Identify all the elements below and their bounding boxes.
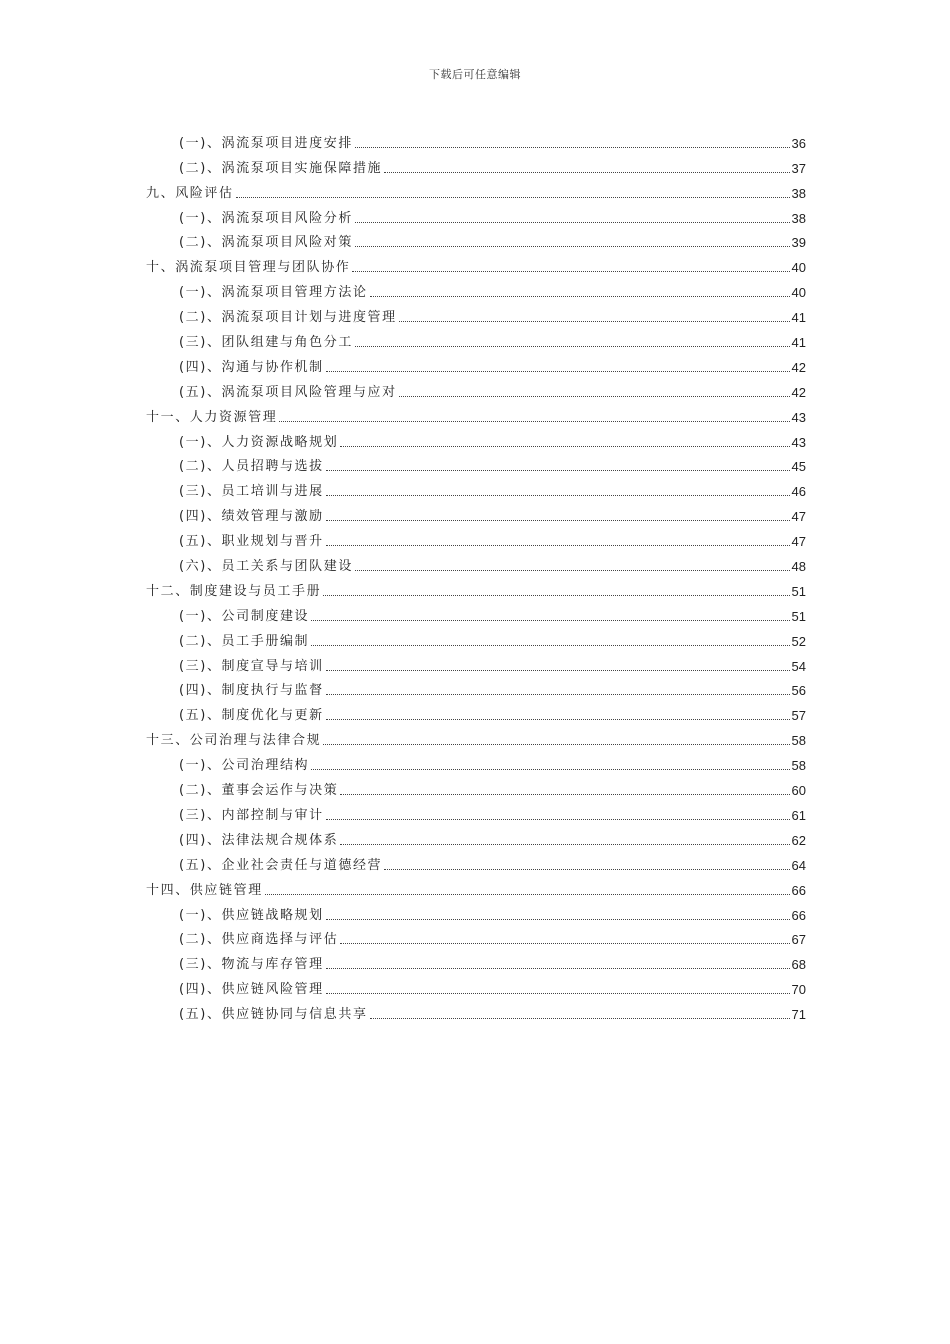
toc-entry[interactable] <box>146 300 806 325</box>
toc-entry-page-number: 67 <box>791 932 806 948</box>
toc-entry-title: (一)、涡流泵项目进度安排 <box>179 135 353 151</box>
toc-entry[interactable] <box>146 499 806 524</box>
toc-entry-title: (三)、团队组建与角色分工 <box>179 335 353 351</box>
toc-entry-title: 十一、人力资源管理 <box>146 409 278 425</box>
toc-dot-leader <box>399 321 790 322</box>
toc-dot-leader <box>355 147 790 148</box>
toc-entry[interactable] <box>146 201 806 226</box>
toc-entry-page-number: 51 <box>791 583 806 599</box>
toc-entry-page-number: 41 <box>791 310 806 326</box>
toc-entry[interactable] <box>146 823 806 848</box>
toc-entry-page-number: 68 <box>791 957 806 973</box>
toc-entry-page-number: 48 <box>791 559 806 575</box>
toc-entry-title: (六)、员工关系与团队建设 <box>179 559 353 575</box>
header-note: 下载后可任意编辑 <box>429 68 521 81</box>
toc-entry-page-number: 66 <box>791 907 806 923</box>
toc-dot-leader <box>340 794 789 795</box>
toc-entry[interactable] <box>146 275 806 300</box>
toc-entry-title: (二)、供应商选择与评估 <box>179 932 339 948</box>
toc-dot-leader <box>326 694 790 695</box>
toc-entry[interactable] <box>146 574 806 599</box>
toc-entry[interactable] <box>146 126 806 151</box>
toc-dot-leader <box>326 371 790 372</box>
toc-entry-title: (三)、制度宣导与培训 <box>179 658 324 674</box>
toc-entry-page-number: 52 <box>791 633 806 649</box>
toc-dot-leader <box>326 670 790 671</box>
toc-entry[interactable] <box>146 798 806 823</box>
toc-entry[interactable] <box>146 425 806 450</box>
toc-entry-title: 十三、公司治理与法律合规 <box>146 733 322 749</box>
toc-entry-title: (五)、涡流泵项目风险管理与应对 <box>179 384 397 400</box>
toc-entry-title: (三)、内部控制与审计 <box>179 807 324 823</box>
toc-dot-leader <box>355 222 790 223</box>
toc-dot-leader <box>323 595 789 596</box>
toc-entry-page-number: 40 <box>791 285 806 301</box>
toc-entry-page-number: 43 <box>791 434 806 450</box>
toc-dot-leader <box>323 744 789 745</box>
toc-entry-page-number: 47 <box>791 534 806 550</box>
toc-dot-leader <box>311 645 789 646</box>
toc-entry-title: (四)、供应链风险管理 <box>179 982 324 998</box>
toc-entry-page-number: 58 <box>791 758 806 774</box>
toc-entry-page-number: 42 <box>791 384 806 400</box>
toc-entry-page-number: 47 <box>791 509 806 525</box>
toc-entry-title: (四)、法律法规合规体系 <box>179 832 339 848</box>
toc-entry-page-number: 60 <box>791 783 806 799</box>
toc-entry[interactable] <box>146 474 806 499</box>
toc-entry-page-number: 71 <box>791 1007 806 1023</box>
toc-dot-leader <box>311 769 789 770</box>
toc-entry-page-number: 36 <box>791 135 806 151</box>
toc-entry[interactable] <box>146 524 806 549</box>
toc-entry-title: (一)、人力资源战略规划 <box>179 434 339 450</box>
toc-entry[interactable] <box>146 176 806 201</box>
toc-dot-leader <box>326 470 790 471</box>
toc-dot-leader <box>311 620 789 621</box>
toc-dot-leader <box>370 1018 790 1019</box>
toc-entry[interactable] <box>146 923 806 948</box>
toc-entry[interactable] <box>146 325 806 350</box>
toc-entry-page-number: 43 <box>791 409 806 425</box>
toc-entry[interactable] <box>146 250 806 275</box>
toc-dot-leader <box>399 396 790 397</box>
toc-entry-page-number: 38 <box>791 210 806 226</box>
toc-dot-leader <box>326 919 790 920</box>
toc-entry-page-number: 64 <box>791 857 806 873</box>
toc-dot-leader <box>355 246 790 247</box>
toc-dot-leader <box>340 446 789 447</box>
toc-entry-title: (二)、涡流泵项目风险对策 <box>179 235 353 251</box>
toc-dot-leader <box>384 172 789 173</box>
toc-entry-title: (四)、沟通与协作机制 <box>179 359 324 375</box>
toc-entry-page-number: 42 <box>791 359 806 375</box>
toc-entry[interactable] <box>146 773 806 798</box>
toc-dot-leader <box>340 844 789 845</box>
toc-entry[interactable] <box>146 674 806 699</box>
toc-entry[interactable] <box>146 226 806 251</box>
toc-entry-title: (一)、涡流泵项目管理方法论 <box>179 285 368 301</box>
toc-entry[interactable] <box>146 698 806 723</box>
toc-entry-title: 十、涡流泵项目管理与团队协作 <box>146 260 351 276</box>
toc-entry-title: (一)、供应链战略规划 <box>179 907 324 923</box>
toc-entry[interactable] <box>146 723 806 748</box>
toc-entry[interactable] <box>146 400 806 425</box>
toc-entry[interactable] <box>146 350 806 375</box>
toc-entry-page-number: 41 <box>791 335 806 351</box>
toc-entry-page-number: 57 <box>791 708 806 724</box>
toc-entry-title: (一)、公司制度建设 <box>179 608 310 624</box>
toc-entry-page-number: 39 <box>791 235 806 251</box>
toc-entry-title: (二)、董事会运作与决策 <box>179 783 339 799</box>
toc-dot-leader <box>326 545 790 546</box>
toc-dot-leader <box>326 819 790 820</box>
toc-entry-page-number: 40 <box>791 260 806 276</box>
toc-entry-page-number: 45 <box>791 459 806 475</box>
toc-entry-title: (一)、涡流泵项目风险分析 <box>179 210 353 226</box>
toc-entry-page-number: 51 <box>791 608 806 624</box>
toc-entry-page-number: 46 <box>791 484 806 500</box>
toc-entry[interactable] <box>146 151 806 176</box>
toc-dot-leader <box>279 421 789 422</box>
toc-entry[interactable] <box>146 947 806 972</box>
toc-entry[interactable] <box>146 848 806 873</box>
toc-entry[interactable] <box>146 972 806 997</box>
toc-entry-page-number: 61 <box>791 807 806 823</box>
toc-entry[interactable] <box>146 375 806 400</box>
toc-dot-leader <box>236 197 790 198</box>
toc-entry-page-number: 38 <box>791 185 806 201</box>
toc-entry-title: (三)、物流与库存管理 <box>179 957 324 973</box>
toc-entry[interactable] <box>146 748 806 773</box>
toc-entry-page-number: 58 <box>791 733 806 749</box>
toc-dot-leader <box>265 894 790 895</box>
toc-entry-page-number: 54 <box>791 658 806 674</box>
toc-entry-title: (一)、公司治理结构 <box>179 758 310 774</box>
toc-entry[interactable] <box>146 873 806 898</box>
toc-dot-leader <box>340 943 789 944</box>
toc-entry-title: (五)、职业规划与晋升 <box>179 534 324 550</box>
toc-dot-leader <box>326 719 790 720</box>
toc-entry[interactable] <box>146 450 806 475</box>
table-of-contents <box>146 126 806 1022</box>
toc-dot-leader <box>355 570 790 571</box>
toc-entry-page-number: 56 <box>791 683 806 699</box>
toc-entry-title: (二)、涡流泵项目实施保障措施 <box>179 160 383 176</box>
toc-entry-title: (四)、制度执行与监督 <box>179 683 324 699</box>
toc-dot-leader <box>355 346 790 347</box>
toc-dot-leader <box>326 520 790 521</box>
toc-entry[interactable] <box>146 624 806 649</box>
toc-entry-title: (五)、供应链协同与信息共享 <box>179 1007 368 1023</box>
toc-entry[interactable] <box>146 997 806 1022</box>
toc-entry-title: (五)、制度优化与更新 <box>179 708 324 724</box>
toc-dot-leader <box>326 968 790 969</box>
toc-dot-leader <box>326 495 790 496</box>
toc-dot-leader <box>384 869 789 870</box>
toc-entry-page-number: 37 <box>791 160 806 176</box>
toc-entry-title: (二)、涡流泵项目计划与进度管理 <box>179 310 397 326</box>
toc-entry[interactable] <box>146 599 806 624</box>
toc-entry[interactable] <box>146 549 806 574</box>
toc-entry-title: (四)、绩效管理与激励 <box>179 509 324 525</box>
toc-dot-leader <box>370 296 790 297</box>
toc-entry-page-number: 70 <box>791 982 806 998</box>
toc-entry[interactable] <box>146 649 806 674</box>
toc-entry-page-number: 66 <box>791 882 806 898</box>
toc-entry-title: 九、风险评估 <box>146 185 234 201</box>
toc-entry-title: 十二、制度建设与员工手册 <box>146 583 322 599</box>
toc-entry-title: (二)、人员招聘与选拔 <box>179 459 324 475</box>
toc-entry-title: 十四、供应链管理 <box>146 882 263 898</box>
toc-entry-title: (三)、员工培训与进展 <box>179 484 324 500</box>
toc-entry-page-number: 62 <box>791 832 806 848</box>
toc-entry[interactable] <box>146 898 806 923</box>
toc-dot-leader <box>352 271 789 272</box>
toc-dot-leader <box>326 993 790 994</box>
toc-entry-title: (二)、员工手册编制 <box>179 633 310 649</box>
toc-entry-title: (五)、企业社会责任与道德经营 <box>179 857 383 873</box>
